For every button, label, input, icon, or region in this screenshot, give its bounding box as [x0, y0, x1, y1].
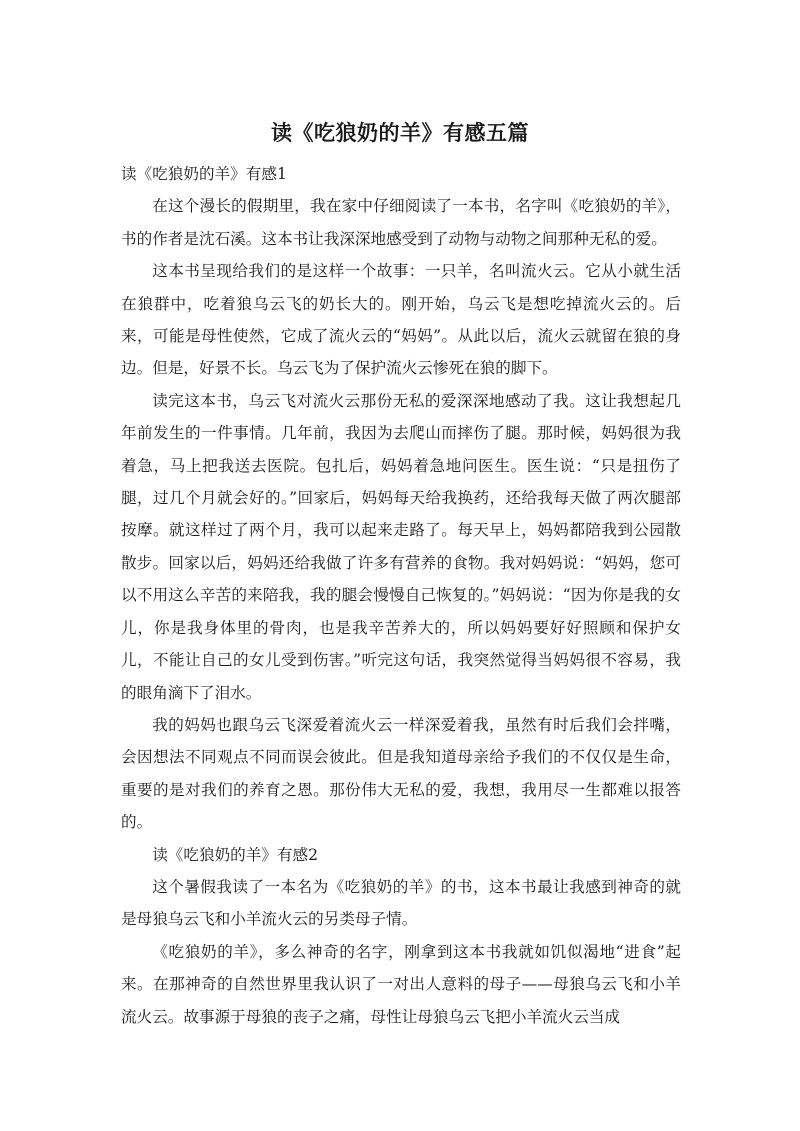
- paragraph: 在这个漫长的假期里，我在家中仔细阅读了一本书，名字叫《吃狼奶的羊》，书的作者是沈石溪。这本书让我深深地感受到了动物与动物之间那种无私的爱。: [121, 197, 681, 248]
- document-title: 读《吃狼奶的羊》有感五篇: [271, 121, 529, 145]
- paragraph: 读完这本书，乌云飞对流火云那份无私的爱深深地感动了我。这让我想起几年前发生的一件事情。几年前，我因为去爬山而摔伤了腿。那时候，妈妈很为我着急，马上把我送去医院。包扎后，妈妈着急地问医生。医生说：“只是扭伤了腿，过几个月就会好的。”回家后，妈妈每天给我换药，还给我每天做了两次腿部按摩。就这样过了两个月，我可以起来走路了。每天早上，妈妈都陪我到公园散散步。回家以后，妈妈还给我做了许多有营养的食物。我对妈妈说：“妈妈，您可以不用这么辛苦的来陪我，我的腿会慢慢自己恢复的。”妈妈说：“因为你是我的女儿，你是我身体里的骨肉，也是我辛苦养大的，所以妈妈要好好照顾和保护女儿，不能让自己的女儿受到伤害。”听完这句话，我突然觉得当妈妈很不容易，我的眼角滴下了泪水。: [121, 391, 681, 702]
- document-body: [121, 158, 681, 1033]
- section-heading-2: 读《吃狼奶的羊》有感2: [152, 845, 319, 864]
- paragraph: 这个暑假我读了一本名为《吃狼奶的羊》的书，这本书最让我感到神奇的就是母狼乌云飞和小羊流火云的另类母子情。: [121, 877, 681, 929]
- section-heading-1: 读《吃狼奶的羊》有感1: [121, 165, 287, 183]
- paragraph: 《吃狼奶的羊》，多么神奇的名字，刚拿到这本书我就如饥似渴地“进食”起来。在那神奇的自然世界里我认识了一对出人意料的母子——母狼乌云飞和小羊流火云。故事源于母狼的丧子之痛，母性让母狼乌云飞把小羊流火云当成: [121, 942, 681, 1026]
- paragraph: 这本书呈现给我们的是这样一个故事：一只羊，名叫流火云。它从小就生活在狼群中，吃着狼乌云飞的奶长大的。刚开始，乌云飞是想吃掉流火云的。后来，可能是母性使然，它成了流火云的“妈妈”。从此以后，流火云就留在狼的身边。但是，好景不长。乌云飞为了保护流火云惨死在狼的脚下。: [121, 262, 681, 378]
- paragraph: 我的妈妈也跟乌云飞深爱着流火云一样深爱着我，虽然有时后我们会拌嘴，会因想法不同观点不同而误会彼此。但是我知道母亲给予我们的不仅仅是生命，重要的是对我们的养育之恩。那份伟大无私的爱，我想，我用尽一生都难以报答的。: [121, 715, 681, 832]
